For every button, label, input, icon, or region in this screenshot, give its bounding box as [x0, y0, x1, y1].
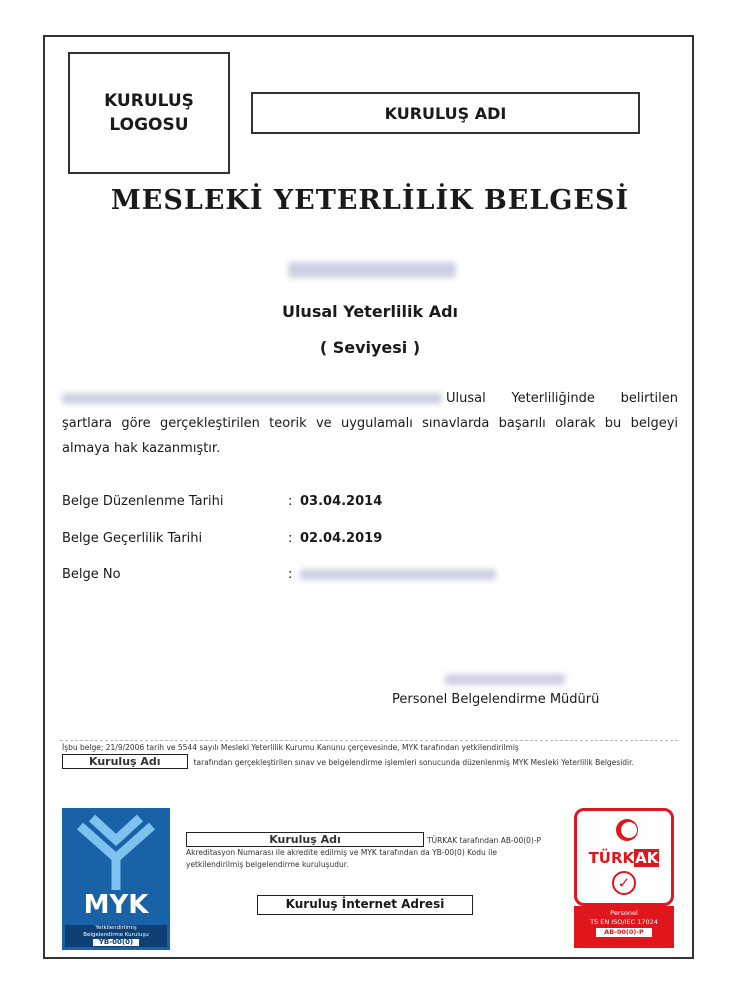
certificate-number-label: Belge No	[62, 567, 121, 582]
statement-text: Ulusal Yeterliliğinde belirtilen şartlara göre gerçekleştirilen teorik ve uygulamalı sınavlarda başarılı olarak bu belgeyi almaya hak kazanmıştır.	[62, 391, 678, 456]
accreditation-org-name-box: Kuruluş Adı	[186, 832, 424, 847]
organization-logo-placeholder: KURULUŞ LOGOSU	[68, 52, 230, 174]
myk-accreditation-strip	[65, 925, 167, 947]
legal-notice-prefix: İşbu belge; 21/9/2006 tarih ve 5544 sayılı Mesleki Yeterlilik Kurumu Kanunu çerçevesinde, MYK tarafından yetkilendirilmiş	[62, 743, 519, 752]
accreditation-text: TÜRKAK tarafından AB-00(0)-P Akreditasyon Numarası ile akredite edilmiş ve MYK tarafından da YB-00(0) Kodu ile yetkilendirilmiş belgelendirme kuruluşudur.	[186, 836, 542, 869]
myk-emblem-icon	[72, 814, 160, 894]
separator: :	[288, 531, 293, 546]
legal-notice-suffix: tarafından gerçekleştirilen sınav ve belgelendirme işlemleri sonucunda düzenlenmiş MYK Mesleki Yeterlilik Belgesidir.	[193, 758, 634, 767]
myk-strip-line1: Yetkilendirilmiş	[95, 925, 137, 931]
organization-name-placeholder: KURULUŞ ADI	[251, 92, 640, 134]
issue-date-row	[62, 494, 382, 509]
validity-date-value: 02.04.2019	[300, 531, 383, 546]
turkak-strip-line1: Personel	[610, 909, 638, 917]
issue-date-label: Belge Düzenlenme Tarihi	[62, 494, 224, 509]
myk-code: YB-00(0)	[93, 939, 139, 946]
turkak-code: AB-00(0)-P	[596, 928, 652, 937]
turkak-logo	[574, 808, 674, 906]
footer-divider	[60, 740, 678, 741]
qualification-code-redacted	[62, 393, 442, 404]
accreditation-statement	[186, 832, 556, 871]
myk-logo	[62, 808, 170, 950]
turkak-wordmark	[577, 849, 671, 867]
certificate-statement	[62, 386, 678, 461]
myk-strip-line2: Belgelendirme Kuruluşu	[83, 932, 149, 938]
certificate-title: MESLEKİ YETERLİLİK BELGESİ	[110, 185, 630, 216]
qualification-level: ( Seviyesi )	[319, 338, 421, 357]
turkak-accreditation-strip	[574, 906, 674, 948]
issue-date-value: 03.04.2014	[300, 494, 383, 509]
legal-org-name-box: Kuruluş Adı	[62, 754, 188, 769]
organization-website-box: Kuruluş İnternet Adresi	[257, 895, 473, 915]
signatory-name-redacted	[445, 674, 565, 685]
holder-name-redacted	[288, 262, 456, 278]
validity-date-row	[62, 531, 382, 546]
check-icon: ✓	[612, 871, 636, 895]
separator: :	[288, 494, 293, 509]
turkak-word-part2: AK	[635, 849, 659, 867]
certificate-number-redacted	[300, 569, 496, 580]
certificate-number-row	[62, 567, 496, 582]
validity-date-label: Belge Geçerlilik Tarihi	[62, 531, 203, 546]
separator: :	[288, 567, 293, 582]
legal-notice	[62, 742, 680, 769]
turkak-strip-line2: TS EN ISO/IEC 17024	[590, 918, 658, 926]
qualification-name: Ulusal Yeterlilik Adı	[281, 302, 459, 321]
myk-wordmark: MYK	[83, 890, 149, 920]
turkak-word-part1: TÜRK	[588, 849, 635, 867]
crescent-icon	[616, 819, 638, 841]
signatory-title: Personel Belgelendirme Müdürü	[392, 692, 600, 707]
